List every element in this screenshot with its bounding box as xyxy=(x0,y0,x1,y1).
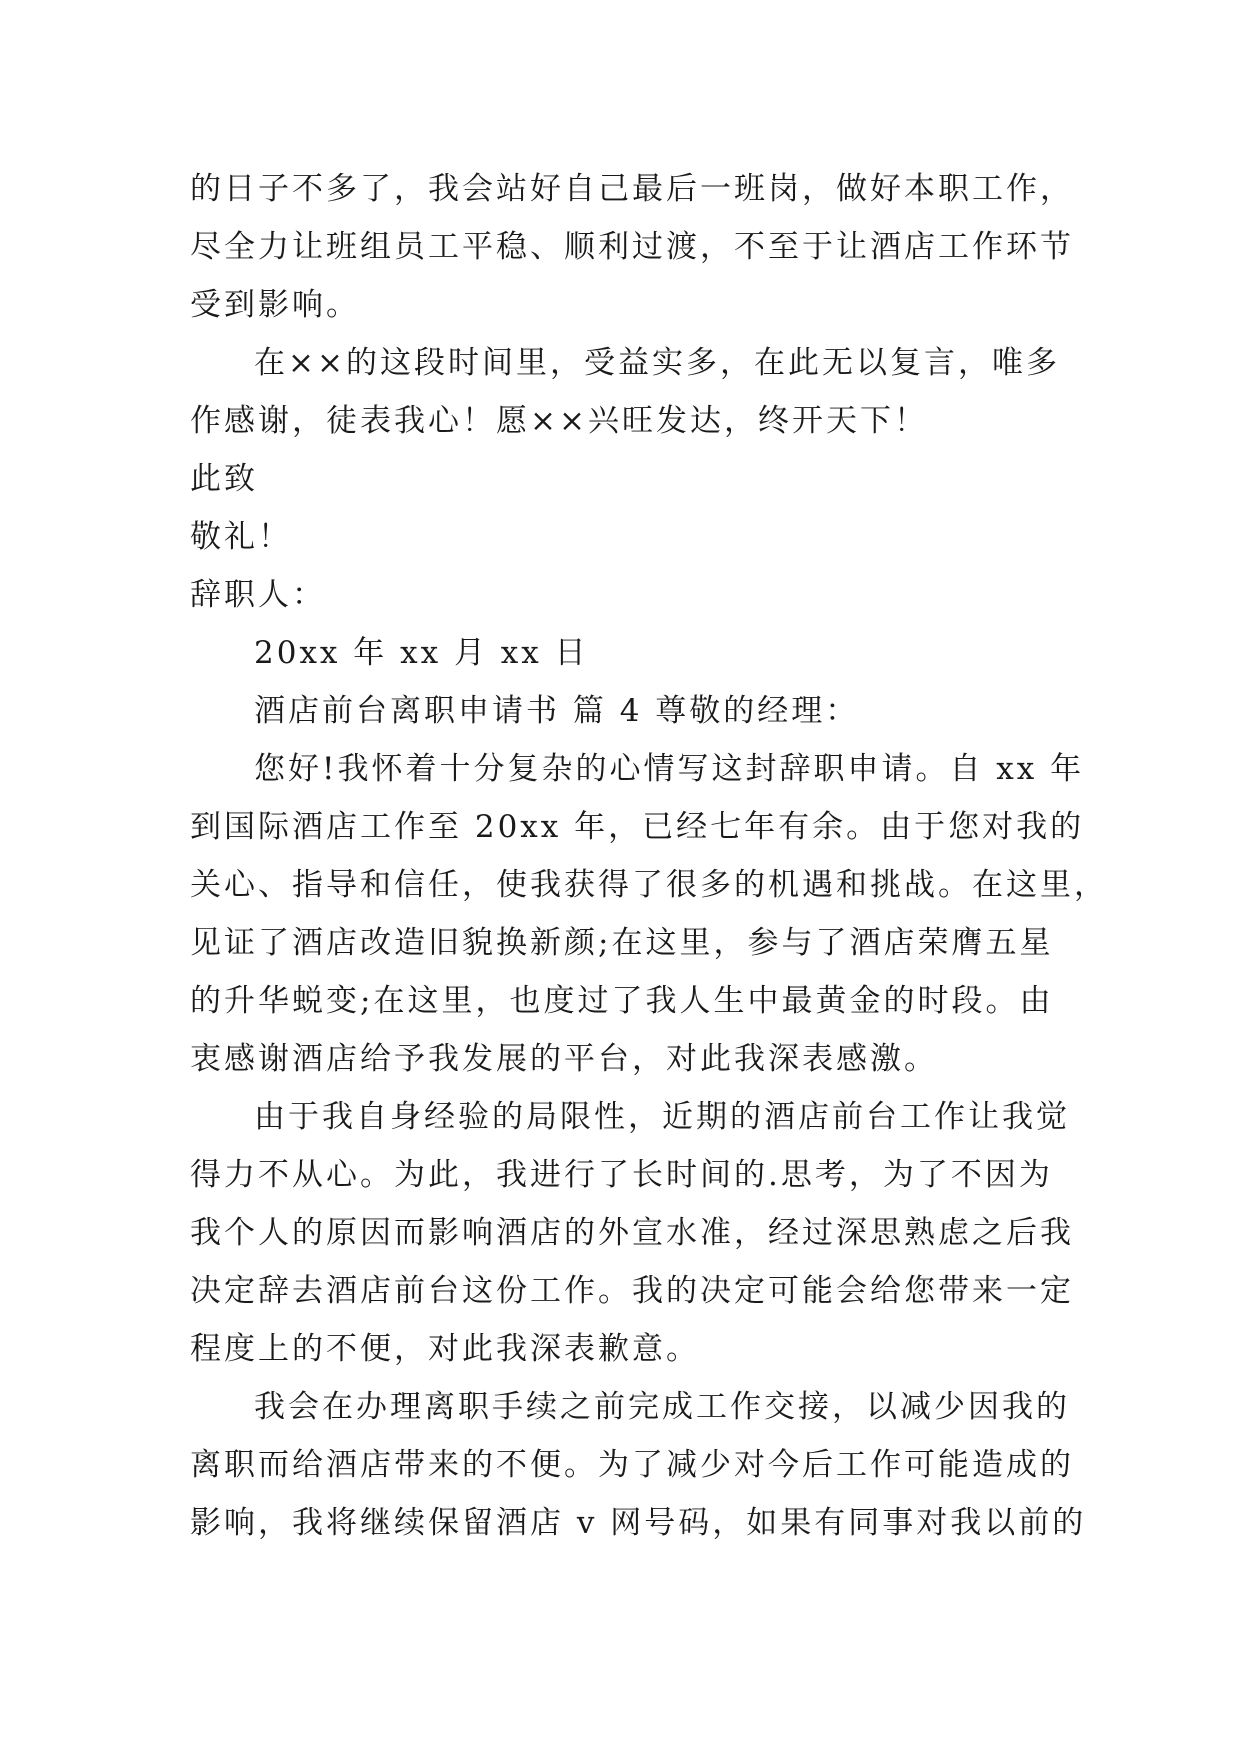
document-body xyxy=(190,160,1108,1552)
text-line: 在××的这段时间里，受益实多，在此无以复言，唯多 xyxy=(254,345,1060,381)
text-line: 我会在办理离职手续之前完成工作交接，以减少因我的 xyxy=(254,1389,1070,1425)
text-line: 衷感谢酒店给予我发展的平台，对此我深表感激。 xyxy=(190,1041,938,1077)
text-line: 敬礼！ xyxy=(190,519,292,555)
text-line: 20xx 年 xx 月 xx 日 xyxy=(254,635,589,671)
text-line: 离职而给酒店带来的不便。为了减少对今后工作可能造成的 xyxy=(190,1447,1074,1483)
text-line: 的日子不多了，我会站好自己最后一班岗，做好本职工作， xyxy=(190,171,1074,207)
text-line: 影响，我将继续保留酒店 v 网号码，如果有同事对我以前的 xyxy=(190,1505,1087,1541)
text-line: 作感谢，徒表我心！愿××兴旺发达，终开天下！ xyxy=(190,403,928,439)
text-line: 的升华蜕变;在这里，也度过了我人生中最黄金的时段。由 xyxy=(190,983,1054,1019)
text-line: 我个人的原因而影响酒店的外宣水准，经过深思熟虑之后我 xyxy=(190,1215,1074,1251)
text-line: 到国际酒店工作至 20xx 年，已经七年有余。由于您对我的 xyxy=(190,809,1085,845)
text-line: 酒店前台离职申请书 篇 4 尊敬的经理： xyxy=(254,693,860,729)
text-line: 此致 xyxy=(190,461,258,497)
text-line: 辞职人： xyxy=(190,577,326,613)
text-line: 见证了酒店改造旧貌换新颜;在这里，参与了酒店荣膺五星 xyxy=(190,925,1054,961)
text-line: 程度上的不便，对此我深表歉意。 xyxy=(190,1331,700,1367)
text-line: 尽全力让班组员工平稳、顺利过渡，不至于让酒店工作环节 xyxy=(190,229,1074,265)
text-line: 由于我自身经验的局限性，近期的酒店前台工作让我觉 xyxy=(254,1099,1070,1135)
text-line: 关心、指导和信任，使我获得了很多的机遇和挑战。在这里， xyxy=(190,867,1108,903)
text-line: 您好!我怀着十分复杂的心情写这封辞职申请。自 xx 年 xyxy=(254,751,1085,787)
text-line: 得力不从心。为此，我进行了长时间的.思考，为了不因为 xyxy=(190,1157,1053,1193)
text-line: 决定辞去酒店前台这份工作。我的决定可能会给您带来一定 xyxy=(190,1273,1074,1309)
text-line: 受到影响。 xyxy=(190,287,360,323)
